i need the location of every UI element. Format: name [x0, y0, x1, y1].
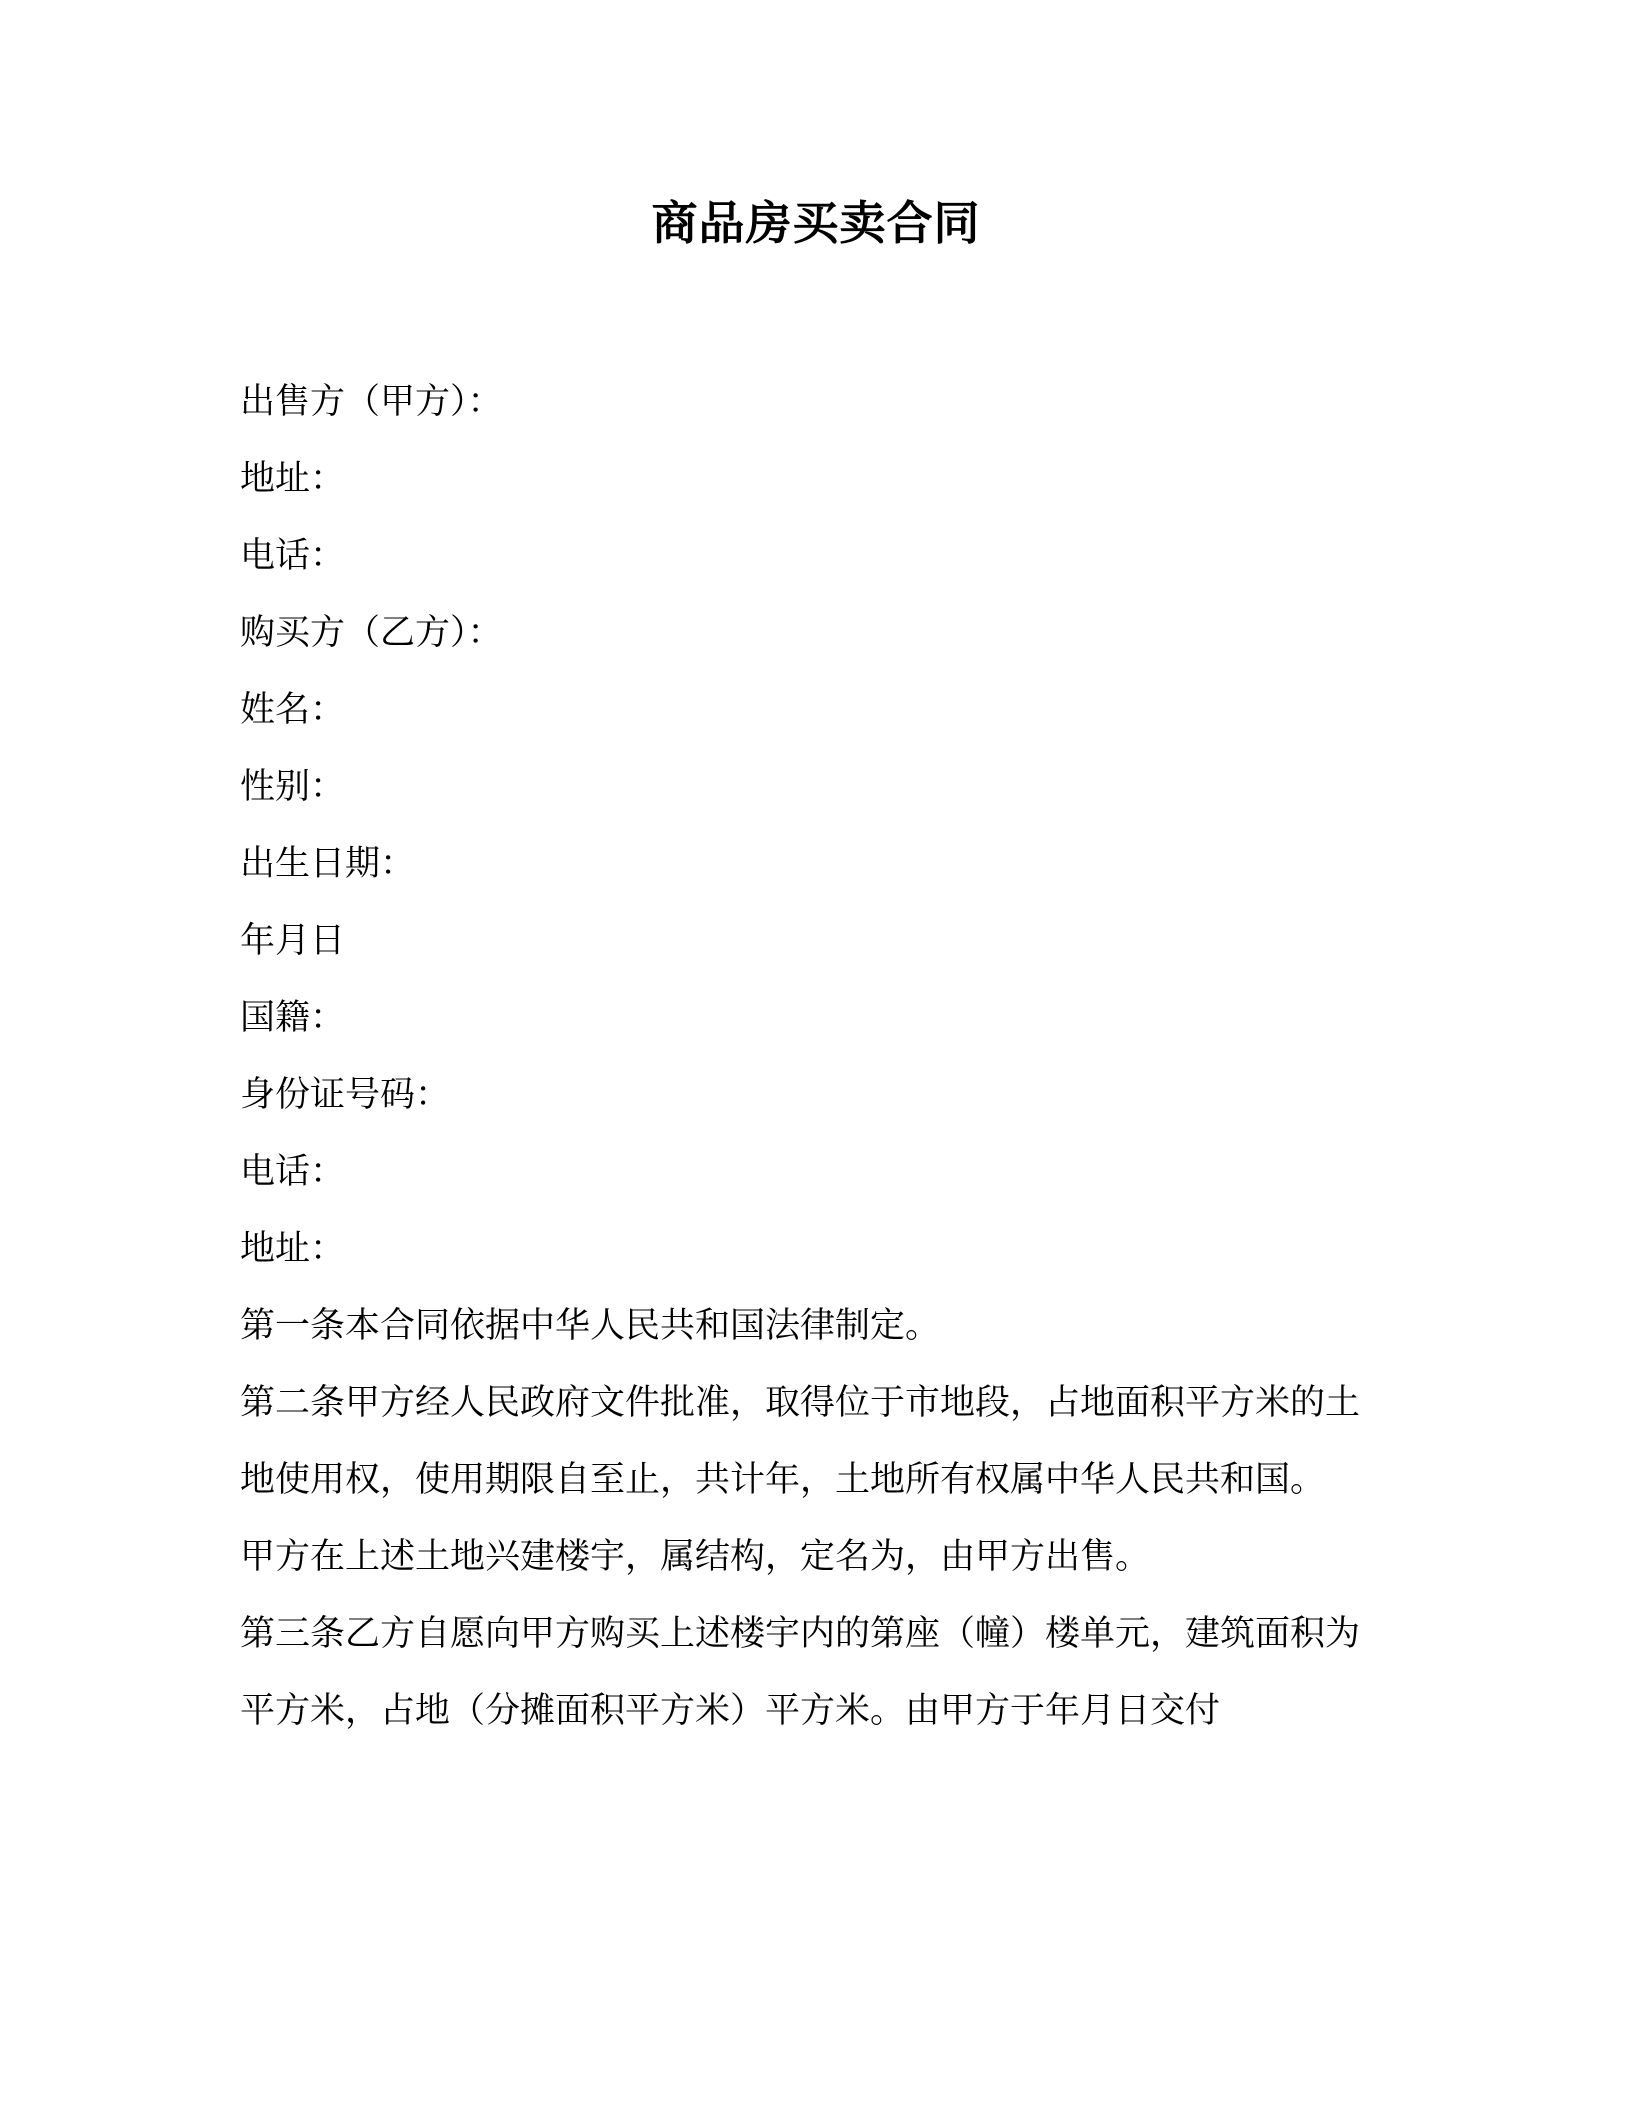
article-1: 第一条本合同依据中华人民共和国法律制定。 [240, 1306, 941, 1346]
article-2-continued: 甲方在上述土地兴建楼宇，属结构，定名为，由甲方出售。 [240, 1537, 1151, 1577]
seller-address-label: 地址： [240, 459, 346, 499]
seller-label: 出售方（甲方）： [240, 382, 503, 422]
seller-phone-label: 电话： [240, 536, 346, 576]
buyer-gender-label: 性别： [240, 767, 346, 807]
buyer-label: 购买方（乙方）： [240, 613, 503, 653]
contract-title: 商品房买卖合同 [651, 196, 981, 250]
buyer-name-label: 姓名： [240, 690, 346, 730]
contract-body [240, 364, 1360, 1750]
buyer-birthdate-label: 出生日期： [240, 844, 416, 884]
article-3: 第三条乙方自愿向甲方购买上述楼宇内的第座（幢）楼单元，建筑面积为平方米，占地（分摊面积平方米）平方米。由甲方于年月日交付 [240, 1614, 1361, 1731]
buyer-nationality-label: 国籍： [240, 998, 346, 1038]
buyer-address-label: 地址： [240, 1229, 346, 1269]
buyer-id-number-label: 身份证号码： [240, 1075, 451, 1115]
buyer-phone-label: 电话： [240, 1152, 346, 1192]
buyer-birthdate-format: 年月日 [240, 921, 346, 961]
article-2: 第二条甲方经人民政府文件批准，取得位于市地段，占地面积平方米的土地使用权，使用期限自至止，共计年，土地所有权属中华人民共和国。 [240, 1383, 1361, 1500]
